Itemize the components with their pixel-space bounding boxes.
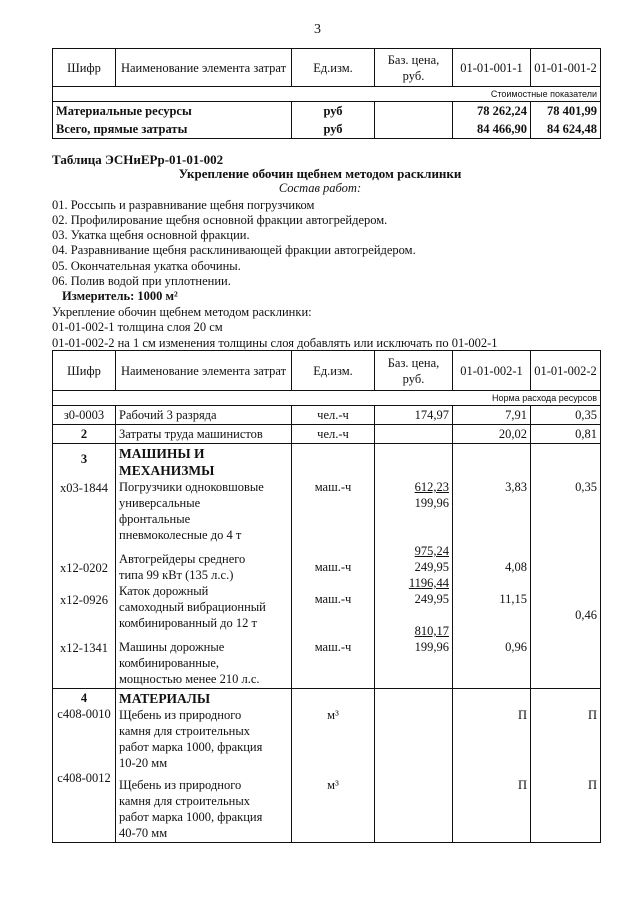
row-name: комбинированные, xyxy=(119,656,220,670)
row-value-b: 0,46 xyxy=(575,608,597,622)
header-unit: Ед.изм. xyxy=(292,351,375,391)
page-number: 3 xyxy=(314,22,321,37)
row-name: Погрузчики одноковшовые xyxy=(119,480,264,494)
norm-caption: Норма расхода ресурсов xyxy=(53,391,601,406)
row-unit: маш.-ч xyxy=(314,592,352,606)
row-name: камня для строительных xyxy=(119,794,251,808)
row-unit: маш.-ч xyxy=(314,480,352,494)
row-name: 40-70 мм xyxy=(119,826,168,840)
row-code: х12-1341 xyxy=(60,641,108,655)
summary-row-unit: руб xyxy=(292,120,375,139)
cost-caption: Стоимостные показатели xyxy=(53,87,601,102)
row-value-a: 4,08 xyxy=(505,560,527,574)
description-line: Укрепление обочин щебнем методом расклинки: xyxy=(52,305,312,319)
row-name: фронтальные xyxy=(119,512,191,526)
row-price-secondary: 249,95 xyxy=(414,560,449,574)
summary-row-name: Всего, прямые затраты xyxy=(53,120,292,139)
materials-section xyxy=(53,689,601,843)
row-value-b: П xyxy=(587,708,597,722)
header-col-a: 01-01-001-1 xyxy=(453,49,531,87)
works-heading: Состав работ: xyxy=(278,181,362,195)
row-price-secondary: 249,95 xyxy=(414,592,449,606)
summary-row-a: 78 262,24 xyxy=(453,102,531,121)
row-code: х12-0926 xyxy=(60,593,108,607)
row-code: с408-0010 xyxy=(57,707,111,721)
table-id: Таблица ЭСНиЕРр-01-01-002 xyxy=(52,152,224,167)
row-value-b: 0,81 xyxy=(531,425,601,444)
row-name: Автогрейдеры среднего xyxy=(119,552,246,566)
section-title: МАТЕРИАЛЫ xyxy=(119,691,211,706)
section-number: 3 xyxy=(80,452,88,466)
row-value-a: 0,96 xyxy=(505,640,527,654)
row-price: 810,17 xyxy=(414,624,449,638)
row-unit: м³ xyxy=(327,708,339,722)
row-code: з0-0003 xyxy=(53,406,116,425)
summary-row-b: 78 401,99 xyxy=(531,102,601,121)
work-item: 04. Разравнивание щебня расклинивающей фракции автогрейдером. xyxy=(52,243,416,257)
resource-table xyxy=(52,350,601,843)
row-price: 174,97 xyxy=(375,406,453,425)
work-item: 05. Окончательная укатка обочины. xyxy=(52,259,241,273)
section-title: МАШИНЫ И xyxy=(119,446,205,461)
row-name: 10-20 мм xyxy=(119,756,168,770)
header-code: Шифр xyxy=(53,351,116,391)
summary-row-unit: руб xyxy=(292,102,375,121)
header-unit: Ед.изм. xyxy=(292,49,375,87)
meter: Измеритель: 1000 м² xyxy=(62,289,178,303)
row-price: 975,24 xyxy=(414,544,449,558)
summary-row-a: 84 466,90 xyxy=(453,120,531,139)
row-name: камня для строительных xyxy=(119,724,251,738)
row-value-a: 7,91 xyxy=(453,406,531,425)
table-row xyxy=(53,425,601,444)
header-name: Наименование элемента затрат xyxy=(116,49,292,87)
work-item: 02. Профилирование щебня основной фракции автогрейдером. xyxy=(52,213,388,227)
row-unit: м³ xyxy=(327,778,339,792)
row-value-b: П xyxy=(587,778,597,792)
work-item: 06. Полив водой при уплотнении. xyxy=(52,274,231,288)
table-title: Укрепление обочин щебнем методом расклинки xyxy=(178,166,462,181)
row-code: х12-0202 xyxy=(60,561,108,575)
header-col-b: 01-01-001-2 xyxy=(531,49,601,87)
row-name: работ марка 1000, фракция xyxy=(119,740,263,754)
section-number: 4 xyxy=(80,691,88,705)
row-price-secondary: 199,96 xyxy=(414,496,449,510)
row-value-a: П xyxy=(517,708,527,722)
row-unit: маш.-ч xyxy=(314,640,352,654)
row-name: работ марка 1000, фракция xyxy=(119,810,263,824)
row-name: Рабочий 3 разряда xyxy=(116,406,292,425)
row-price-secondary: 199,96 xyxy=(414,640,449,654)
header-price: Баз. цена, руб. xyxy=(375,351,453,391)
row-name: Каток дорожный xyxy=(119,584,209,598)
row-name: Щебень из природного xyxy=(119,778,242,792)
row-value-a: 11,15 xyxy=(499,592,527,606)
row-name: Щебень из природного xyxy=(119,708,242,722)
row-unit: маш.-ч xyxy=(314,560,352,574)
row-price: 612,23 xyxy=(414,480,449,494)
header-col-b: 01-01-002-2 xyxy=(531,351,601,391)
header-col-a: 01-01-002-1 xyxy=(453,351,531,391)
row-code: х03-1844 xyxy=(60,481,108,495)
row-value-a: 20,02 xyxy=(453,425,531,444)
work-item: 01. Россыпь и разравнивание щебня погрузчиком xyxy=(52,198,315,212)
summary-row-name: Материальные ресурсы xyxy=(53,102,292,121)
row-unit: чел.-ч xyxy=(292,425,375,444)
table-row xyxy=(53,406,601,425)
row-name: пневмоколесные до 4 т xyxy=(119,528,242,542)
row-code: 2 xyxy=(53,425,116,444)
row-name: Затраты труда машинистов xyxy=(116,425,292,444)
row-price: 1196,44 xyxy=(408,576,449,590)
summary-row-b: 84 624,48 xyxy=(531,120,601,139)
cost-summary-table xyxy=(52,48,601,139)
machines-section xyxy=(53,444,601,689)
description-line: 01-01-002-1 толщина слоя 20 см xyxy=(52,320,223,334)
row-name: Машины дорожные xyxy=(119,640,225,654)
row-name: самоходный вибрационный xyxy=(119,600,266,614)
header-price: Баз. цена, руб. xyxy=(375,49,453,87)
row-name: мощностью менее 210 л.с. xyxy=(119,672,260,686)
row-name: универсальные xyxy=(119,496,201,510)
row-name: типа 99 кВт (135 л.с.) xyxy=(119,568,234,582)
row-code: с408-0012 xyxy=(57,771,111,785)
header-name: Наименование элемента затрат xyxy=(116,351,292,391)
work-item: 03. Укатка щебня основной фракции. xyxy=(52,228,250,242)
row-value-a: 3,83 xyxy=(505,480,527,494)
description-line: 01-01-002-2 на 1 см изменения толщины слоя добавлять или исключать по 01-002-1 xyxy=(52,336,498,350)
row-name: комбинированный до 12 т xyxy=(119,616,257,630)
row-value-a: П xyxy=(517,778,527,792)
row-value-b: 0,35 xyxy=(575,480,597,494)
header-code: Шифр xyxy=(53,49,116,87)
row-value-b: 0,35 xyxy=(531,406,601,425)
row-unit: чел.-ч xyxy=(292,406,375,425)
section-title: МЕХАНИЗМЫ xyxy=(119,463,215,478)
